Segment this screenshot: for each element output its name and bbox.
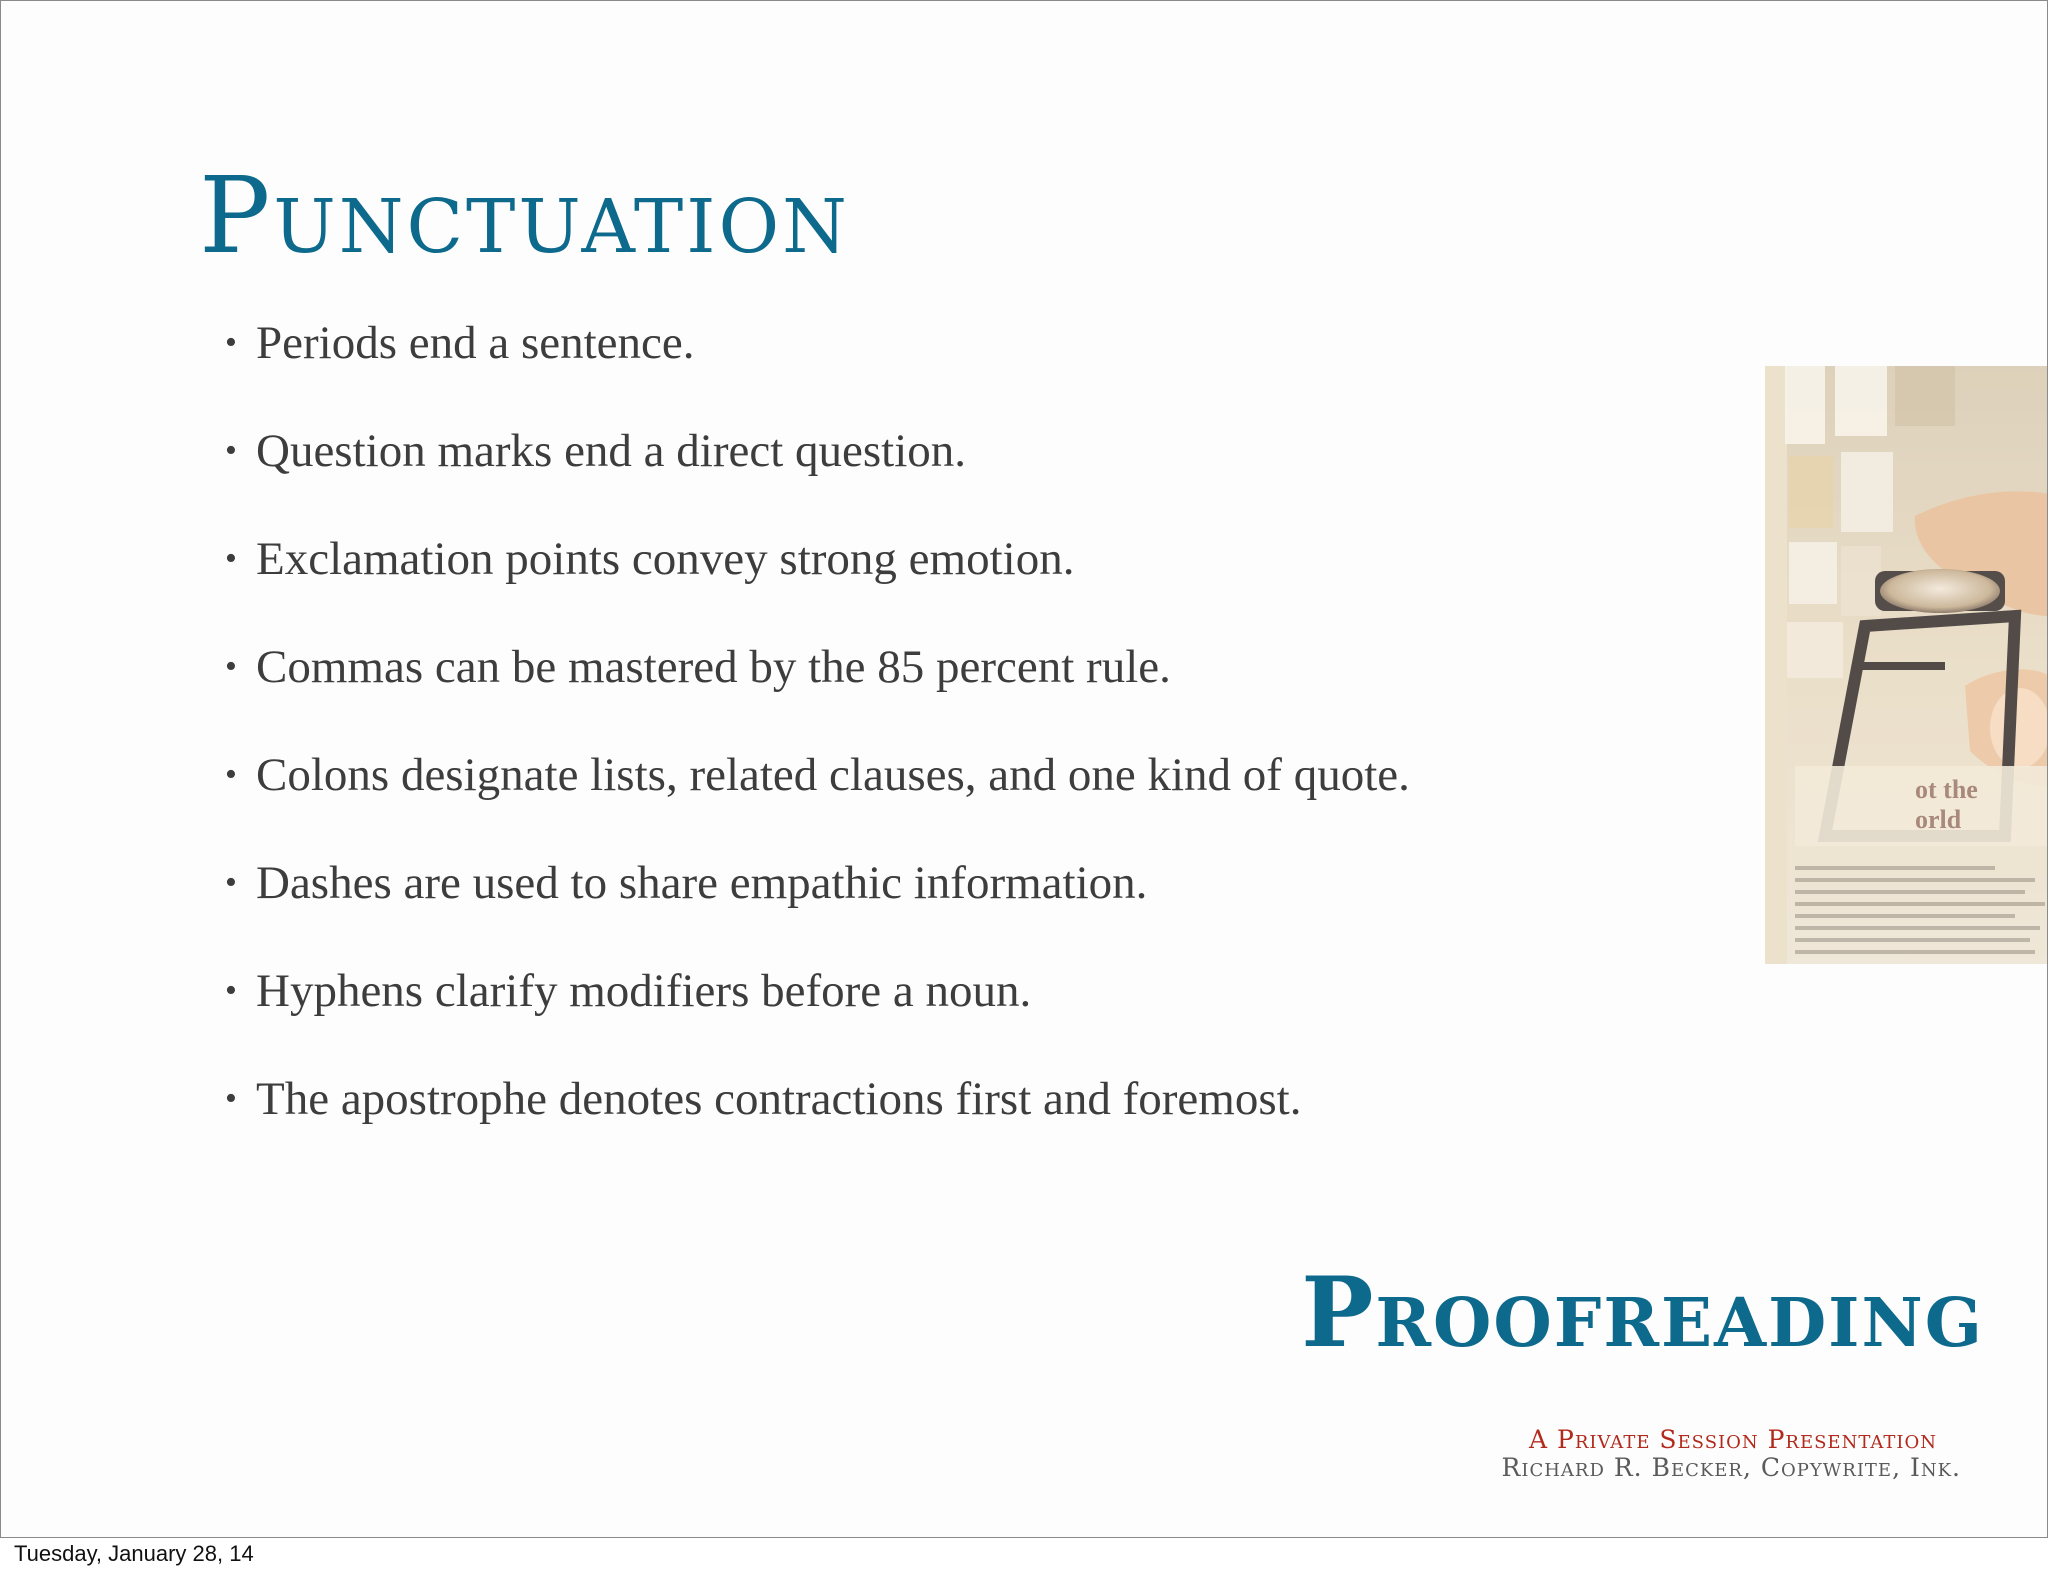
svg-text:orld: orld xyxy=(1915,805,1962,834)
svg-text:ot the: ot the xyxy=(1915,775,1978,804)
list-item xyxy=(225,419,1410,527)
bullet-list xyxy=(225,311,1410,1175)
magnifying-loupe-photo-icon xyxy=(1765,366,2048,964)
bullet-text: Commas can be mastered by the 85 percent rule. xyxy=(256,641,1171,693)
list-item xyxy=(225,527,1410,635)
bullet-icon: • xyxy=(225,648,237,685)
presenter-credit: Richard R. Becker, Copywrite, Ink. xyxy=(1501,1453,1961,1482)
bullet-icon: • xyxy=(225,1080,237,1117)
list-item xyxy=(225,851,1410,959)
footer-date: Tuesday, January 28, 14 xyxy=(14,1541,254,1566)
brand-title: Proofreading xyxy=(1301,1256,1984,1369)
list-item xyxy=(225,743,1410,851)
list-item xyxy=(225,311,1410,419)
bullet-icon: • xyxy=(225,324,237,361)
bullet-icon: • xyxy=(225,540,237,577)
list-item xyxy=(225,959,1410,1067)
bullet-icon: • xyxy=(225,756,237,793)
list-item xyxy=(225,635,1410,743)
bullet-text: Hyphens clarify modifiers before a noun. xyxy=(256,965,1032,1017)
bullet-icon: • xyxy=(225,432,237,469)
bullet-text: Colons designate lists, related clauses, and one kind of quote. xyxy=(256,749,1410,801)
bullet-icon: • xyxy=(225,864,237,901)
bullet-text: Question marks end a direct question. xyxy=(256,425,967,477)
bullet-icon: • xyxy=(225,972,237,1009)
slide-title: Punctuation xyxy=(199,154,850,277)
bullet-text: The apostrophe denotes contractions first and foremost. xyxy=(256,1073,1302,1125)
bullet-text: Periods end a sentence. xyxy=(256,317,695,369)
list-item xyxy=(225,1067,1410,1175)
bullet-text: Exclamation points convey strong emotion. xyxy=(256,533,1075,585)
bullet-text: Dashes are used to share empathic information. xyxy=(256,857,1148,909)
presentation-subtitle: A Private Session Presentation xyxy=(1529,1425,1937,1454)
